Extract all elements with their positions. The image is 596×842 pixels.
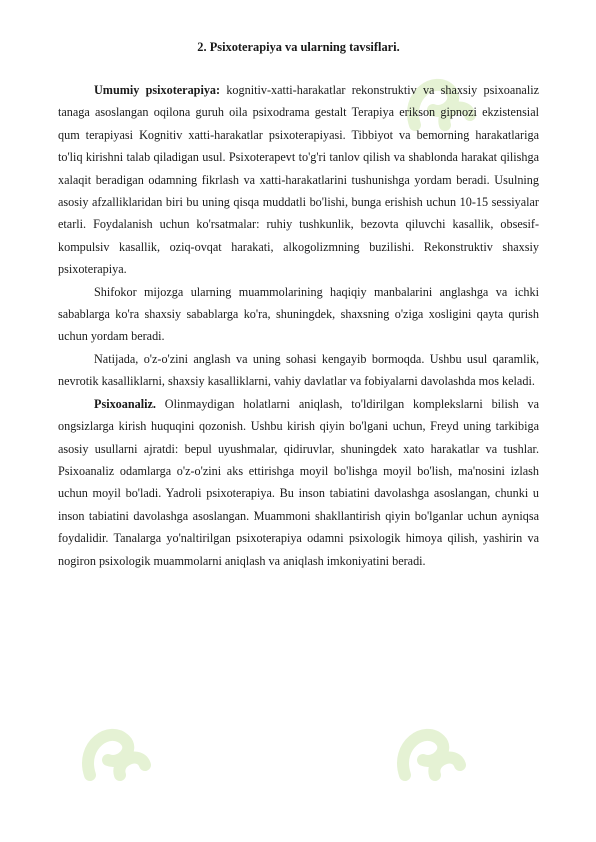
- document-body: [58, 36, 539, 572]
- watermark-logo-icon: [70, 705, 160, 795]
- paragraph-text: Olinmaydigan holatlarni aniqlash, to'ldirilgan komplekslarni bilish va ongsizlarga kirish huquqini qozonish. Ushbu kirish qiyin bo'lgani uchun, Freyd uning tarkibiga asosiy usullarni ajratdi: bepul uyushmalar, qidiruvlar, shuningdek xato harakatlar va tushlar. Psixoanaliz odamlarga o'z-o'zini aks ettirishga moyil bo'lishga moyil bo'lish, ma'nosini izlash uchun moyil bo'ladi. Yadroli psixoterapiya. Bu inson tabiatini davolashga asoslangan, chunki u inson tabiatini davolashga asoslangan. Muammoni shakllantirish qiyin bo'lganlar uchun ayniqsa foydalidir. Tanalarga yo'naltirilgan psixoterapiya odamni psixologik himoya qilish, yashirin va nogiron psixologik muammolarni aniqlash va aniqlash imkoniyatini beradi.: [58, 396, 539, 568]
- paragraph-text: Shifokor mijozga ularning muammolarining haqiqiy manbalarini anglashga va ichki sabablarga ko'ra shaxsiy sabablarga ko'ra, shuningdek, shaxsning o'ziga xosligini qayta qurish uchun yordam beradi.: [58, 284, 539, 344]
- paragraph-text: Natijada, o'z-o'zini anglash va uning sohasi kengayib bormoqda. Ushbu usul qaramlik, nevrotik kasalliklarni, shaxsiy kasalliklarni, vahiy davlatlar va fobiyalarni davolashda mos keladi.: [58, 351, 539, 389]
- section-title: 2. Psixoterapiya va ularning tavsiflari.: [197, 40, 400, 54]
- paragraph-result: [58, 348, 539, 393]
- paragraph-lead: Psixoanaliz.: [94, 396, 156, 411]
- paragraph-doctor-help: [58, 281, 539, 348]
- paragraph-text: kognitiv-xatti-harakatlar rekonstruktiv va shaxsiy psixoanaliz tanaga asoslangan oqilona guruh oila psixodrama gestalt Terapiya erikson gipnozi ekzistensial qum terapiyasi Kognitiv xatti-harakatlar psixoterapiyasi. Tibbiyot va bemorning harakatlariga to'liq kirishni talab qiladigan usul. Psixoterapevt to'g'ri tanlov qilish va shablonda harakat qilishga xalaqit beradigan odamning fikrlash va xatti-harakatlarini tushunishga yordam beradi. Usulning asosiy afzalliklaridan biri bu uning qisqa muddatli bo'lishi, bunga erishish uchun 10-15 sessiyalar etarli. Foydalanish uchun ko'rsatmalar: ruhiy tushkunlik, bezovta qiluvchi kasallik, obsesif-kompulsiv kasallik, oziq-ovqat harakati, alkogolizmning buzilishi. Rekonstruktiv shaxsiy psixoterapiya.: [58, 83, 539, 277]
- paragraph-psychoanalysis: [58, 393, 539, 572]
- paragraph-general-psychotherapy: [58, 79, 539, 281]
- paragraph-lead: Umumiy psixoterapiya:: [94, 83, 221, 97]
- watermark-logo-icon: [385, 705, 475, 795]
